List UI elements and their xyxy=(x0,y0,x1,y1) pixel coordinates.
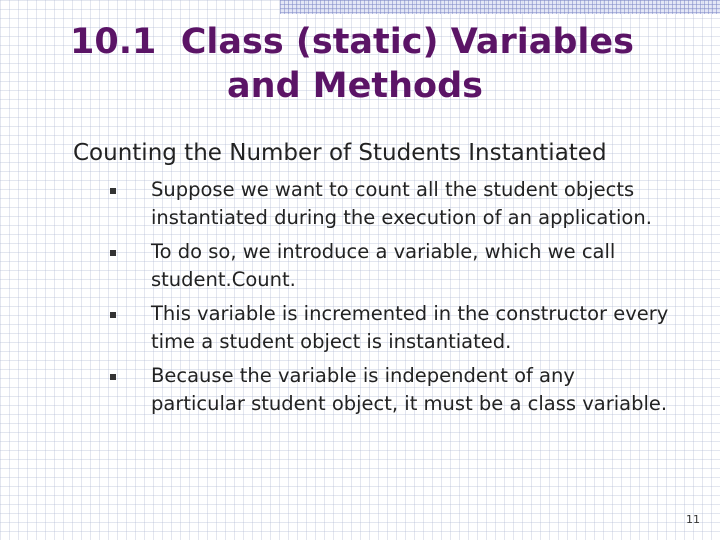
slide-title xyxy=(0,20,710,108)
square-bullet-icon xyxy=(110,374,116,380)
slide-title-line-1: 10.1 Class (static) Variables xyxy=(70,22,634,62)
decorative-grid-band xyxy=(280,0,720,14)
bullet-text: Because the variable is independent of any particular student object, it must be a class variable. xyxy=(151,364,668,415)
square-bullet-icon xyxy=(110,188,116,194)
bullet-item xyxy=(110,300,670,356)
bullet-list xyxy=(110,176,670,424)
bullet-item xyxy=(110,176,670,232)
bullet-item xyxy=(110,362,670,418)
bullet-item xyxy=(110,238,670,294)
slide-title-line-2: and Methods xyxy=(227,66,483,106)
bullet-text: Suppose we want to count all the student objects instantiated during the execution of an application. xyxy=(151,178,652,229)
slide-subtitle: Counting the Number of Students Instantiated xyxy=(73,140,607,166)
page-number: 11 xyxy=(686,513,700,526)
square-bullet-icon xyxy=(110,312,116,318)
bullet-text: This variable is incremented in the constructor every time a student object is instantiated. xyxy=(151,302,669,353)
square-bullet-icon xyxy=(110,250,116,256)
bullet-text: To do so, we introduce a variable, which we call student.Count. xyxy=(151,240,616,291)
